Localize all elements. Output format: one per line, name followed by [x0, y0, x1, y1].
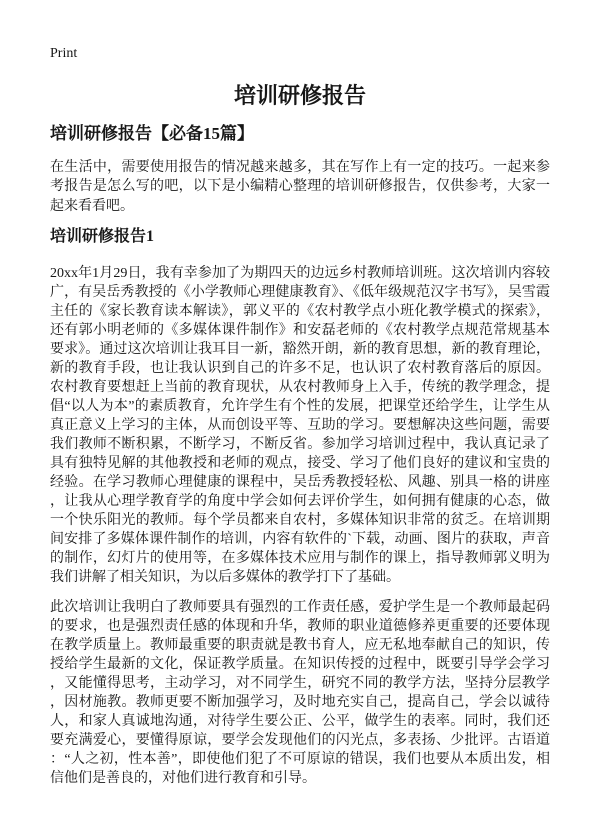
section-1-heading: 培训研修报告1: [50, 228, 155, 246]
intro-paragraph: 在生活中，需要使用报告的情况越来越多，其在写作上有一定的技巧。一起来参考报告是怎么写的吧，以下是小编精心整理的培训研修报告，仅供参考，大家一起来看看吧。: [50, 159, 550, 214]
print-button[interactable]: Print: [50, 46, 78, 61]
document-subtitle: 培训研修报告【必备15篇】: [50, 124, 254, 144]
page-title: 培训研修报告: [233, 83, 366, 108]
section-1-paragraph-2: 此次培训让我明白了教师要具有强烈的工作责任感，爱护学生是一个教师最起码的要求，也是强烈责任感的体现和升华，教师的职业道德修养更重要的还要体现在教学质量上。教师最重要的职责就是教书育人，应无私地奉献自己的知识，传授给学生最新的文化，保证教学质量。在知识传授的过程中，既要引导学会学习，又能懂得思考，主动学习，对不同学生，研究不同的教学方法，坚持分层教学，因材施教。教师更要不断加强学习，及时地充实自己，提高自己，学会以诚待人，和家人真诚地沟通，对待学生要公正、公平，做学生的表率。同时，我们还要充满爱心，要懂得原谅，要学会发现他们的闪光点，多表扬、少批评。古语道：“人之初，性本善”，即使他们犯了不可原谅的错误，我们也要从本质出发，相信他们是善良的，对他们进行教育和引导。: [50, 600, 550, 787]
section-1-paragraph-1: 20xx年1月29日，我有幸参加了为期四天的边远乡村教师培训班。这次培训内容较广，有吴岳秀教授的《小学教师心理健康教育》、《低年级规范汉字书写》，吴雪霞主任的《家长教育读本解读》，郭义平的《农村教学点小班化教学模式的探索》，还有郭小明老师的《多媒体课件制作》和安磊老师的《农村教学点规范常规基本要求》。通过这次培训让我耳目一新，豁然开朗，新的教育思想，新的教育理论，新的教育手段，也让我认识到自己的许多不足，也认识了农村教育落后的原因。农村教育要想赶上当前的教育现状，从农村教师身上入手，传统的教学理念，提倡“以人为本”的素质教育，允许学生有个性的发展，把课堂还给学生，让学生从真正意义上学习的主体，从而创设平等、互助的学习。要想解决这些问题，需要我们教师不断积累，不断学习，不断反省。参加学习培训过程中，我认真记录了具有独特见解的其他教授和老师的观点，接受、学习了他们良好的建议和宝贵的经验。在学习教师心理健康的课程中，吴岳秀教授轻松、风趣、别具一格的讲座，让我从心理学教育学的角度中学会如何去评价学生，如何拥有健康的心态，做一个快乐阳光的教师。每个学员都来自农村，多媒体知识非常的贫乏。在培训期间安排了多媒体课件制作的培训，内容有软件的`下载，动画、图片的获取，声音的制作，幻灯片的使用等，在多媒体技术应用与制作的课上，指导教师郭义明为我们讲解了相关知识，为以后多媒体的教学打下了基础。: [50, 266, 550, 586]
